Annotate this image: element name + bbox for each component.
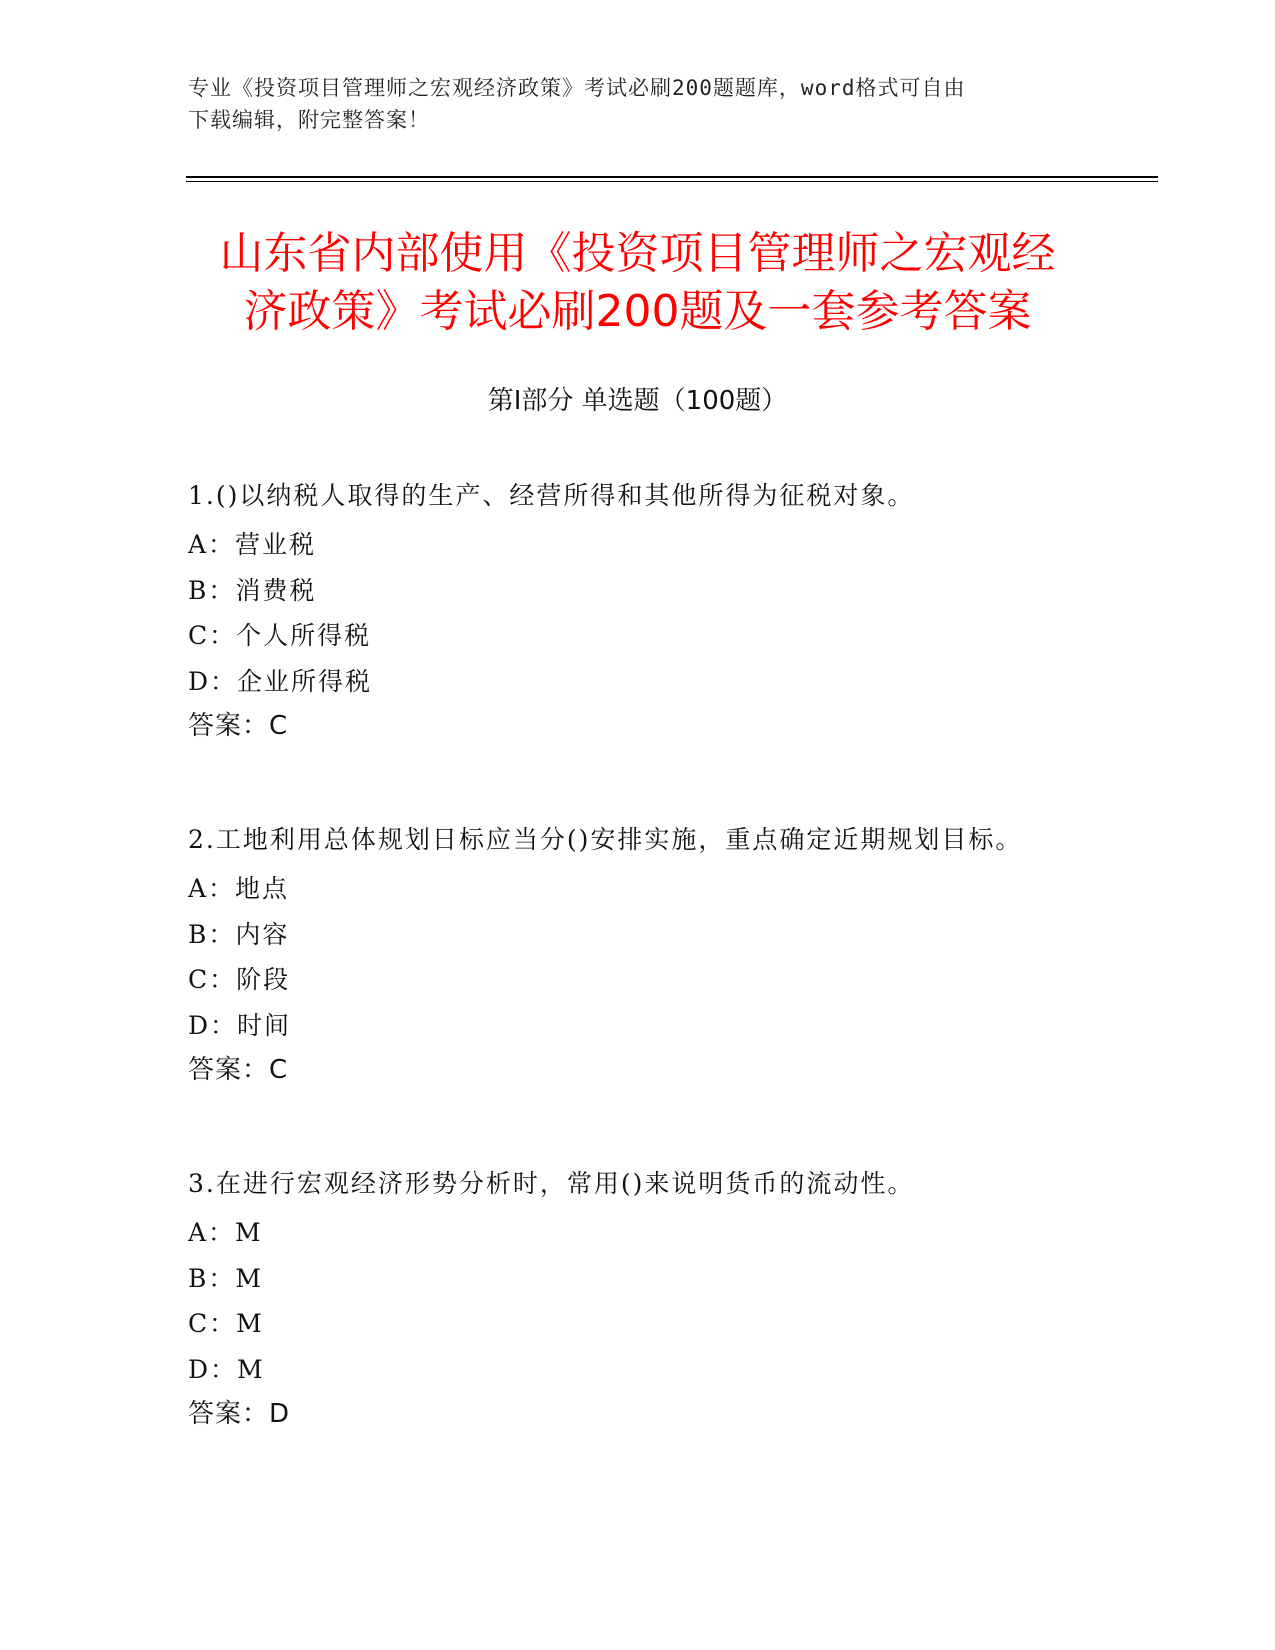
intro-text [188, 72, 1088, 136]
intro-line-1: 专业《投资项目管理师之宏观经济政策》考试必刷200题题库，word格式可自由 [188, 76, 966, 100]
option-a: A：M [188, 1218, 263, 1247]
question-stem: 2.工地利用总体规划日标应当分()安排实施，重点确定近期规划目标。 [188, 825, 1023, 854]
option-c: C：阶段 [188, 965, 291, 994]
option-b: B：消费税 [188, 575, 317, 605]
option-a: A：营业税 [188, 530, 317, 559]
option-b: B：内容 [188, 919, 290, 949]
option-a: A：地点 [188, 874, 290, 903]
title-line-1: 山东省内部使用《投资项目管理师之宏观经 [219, 228, 1056, 279]
header-divider-thick [186, 176, 1158, 178]
answer-line: 答案：C [188, 711, 289, 741]
question-stem: 3.在进行宏观经济形势分析时，常用()来说明货币的流动性。 [188, 1169, 915, 1198]
answer-line: 答案：C [188, 1055, 289, 1085]
answer-line: 答案：D [188, 1399, 291, 1429]
option-c: C：个人所得税 [188, 621, 372, 650]
option-d: D：M [188, 1354, 265, 1384]
option-d: D：企业所得税 [188, 666, 373, 696]
header-divider-thin [186, 181, 1158, 182]
intro-line-2: 下载编辑，附完整答案！ [188, 108, 430, 132]
option-c: C：M [188, 1309, 264, 1338]
question-1 [188, 470, 1068, 750]
question-2 [188, 814, 1068, 1094]
question-stem: 1.()以纳税人取得的生产、经营所得和其他所得为征税对象。 [188, 481, 915, 510]
document-title [150, 225, 1125, 341]
option-d: D：时间 [188, 1010, 292, 1040]
option-b: B：M [188, 1263, 263, 1293]
section-heading: 第Ⅰ部分 单选题（100题） [487, 386, 788, 416]
title-line-2: 济政策》考试必刷200题及一套参考答案 [243, 286, 1032, 337]
question-3 [188, 1158, 1068, 1438]
